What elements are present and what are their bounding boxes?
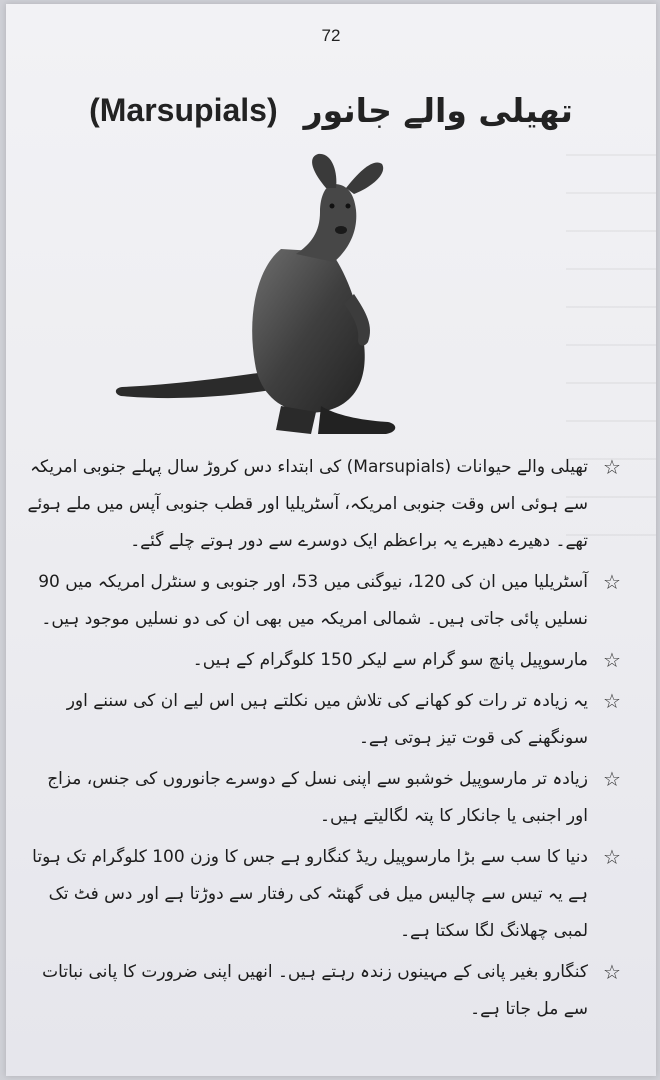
list-item [26, 564, 626, 638]
bullet-text: یہ زیادہ تر رات کو کھانے کی تلاش میں نکلتے ہیں اس لیے ان کی سننے اور سونگھنے کی قوت تیز ہوتی ہے۔ [66, 691, 588, 748]
star-bullet-icon: ☆ [603, 455, 621, 479]
star-bullet-icon: ☆ [603, 689, 621, 713]
bullet-text: آسٹریلیا میں ان کی 120، نیوگنی میں 53، اور جنوبی و سنٹرل امریکہ میں 90 نسلیں پائی جاتی ہیں۔ شمالی امریکہ میں بھی ان کی دو نسلیں موجود ہیں۔ [38, 572, 588, 629]
page-title [46, 82, 616, 138]
list-item [26, 683, 626, 757]
kangaroo-illustration [106, 144, 446, 444]
list-item [26, 839, 626, 950]
page-number: 72 [321, 26, 341, 45]
list-item [26, 449, 626, 560]
list-item [26, 642, 626, 679]
bullet-text: تھیلی والے حیوانات (Marsupials) کی ابتداء دس کروڑ سال پہلے جنوبی امریکہ سے ہوئی اس وقت جنوبی امریکہ، آسٹریلیا اور قطب جنوبی آپس میں ملے ہوئے تھے۔ دھیرے دھیرے یہ براعظم ایک دوسرے سے دور ہوتے چلے گئے۔ [27, 457, 588, 551]
marsupial-facts-list [26, 449, 626, 1032]
star-bullet-icon: ☆ [603, 960, 621, 984]
star-bullet-icon: ☆ [603, 845, 621, 869]
list-item [26, 954, 626, 1028]
title-latin: (Marsupials) [89, 91, 278, 128]
star-bullet-icon: ☆ [603, 648, 621, 672]
star-bullet-icon: ☆ [603, 767, 621, 791]
bullet-text: کنگارو بغیر پانی کے مہینوں زندہ رہتے ہیں۔ انھیں اپنی ضرورت کا پانی نباتات سے مل جاتا ہے۔ [42, 962, 588, 1019]
bullet-text: مارسوپیل پانچ سو گرام سے لیکر 150 کلوگرام کے ہیں۔ [192, 650, 588, 670]
star-bullet-icon: ☆ [603, 570, 621, 594]
book-page [6, 4, 656, 1076]
bullet-text: زیادہ تر مارسوپیل خوشبو سے اپنی نسل کے دوسرے جانوروں کی جنس، مزاج اور اجنبی یا جانکار کا پتہ لگالیتے ہیں۔ [47, 769, 588, 826]
title-urdu: تھیلی والے جانور [303, 90, 573, 130]
list-item [26, 761, 626, 835]
bullet-text: دنیا کا سب سے بڑا مارسوپیل ریڈ کنگارو ہے جس کا وزن 100 کلوگرام تک ہوتا ہے یہ تیس سے چالیس میل فی گھنٹہ کی رفتار سے دوڑتا ہے اور دس فٹ تک لمبی چھلانگ لگا سکتا ہے۔ [32, 847, 588, 941]
